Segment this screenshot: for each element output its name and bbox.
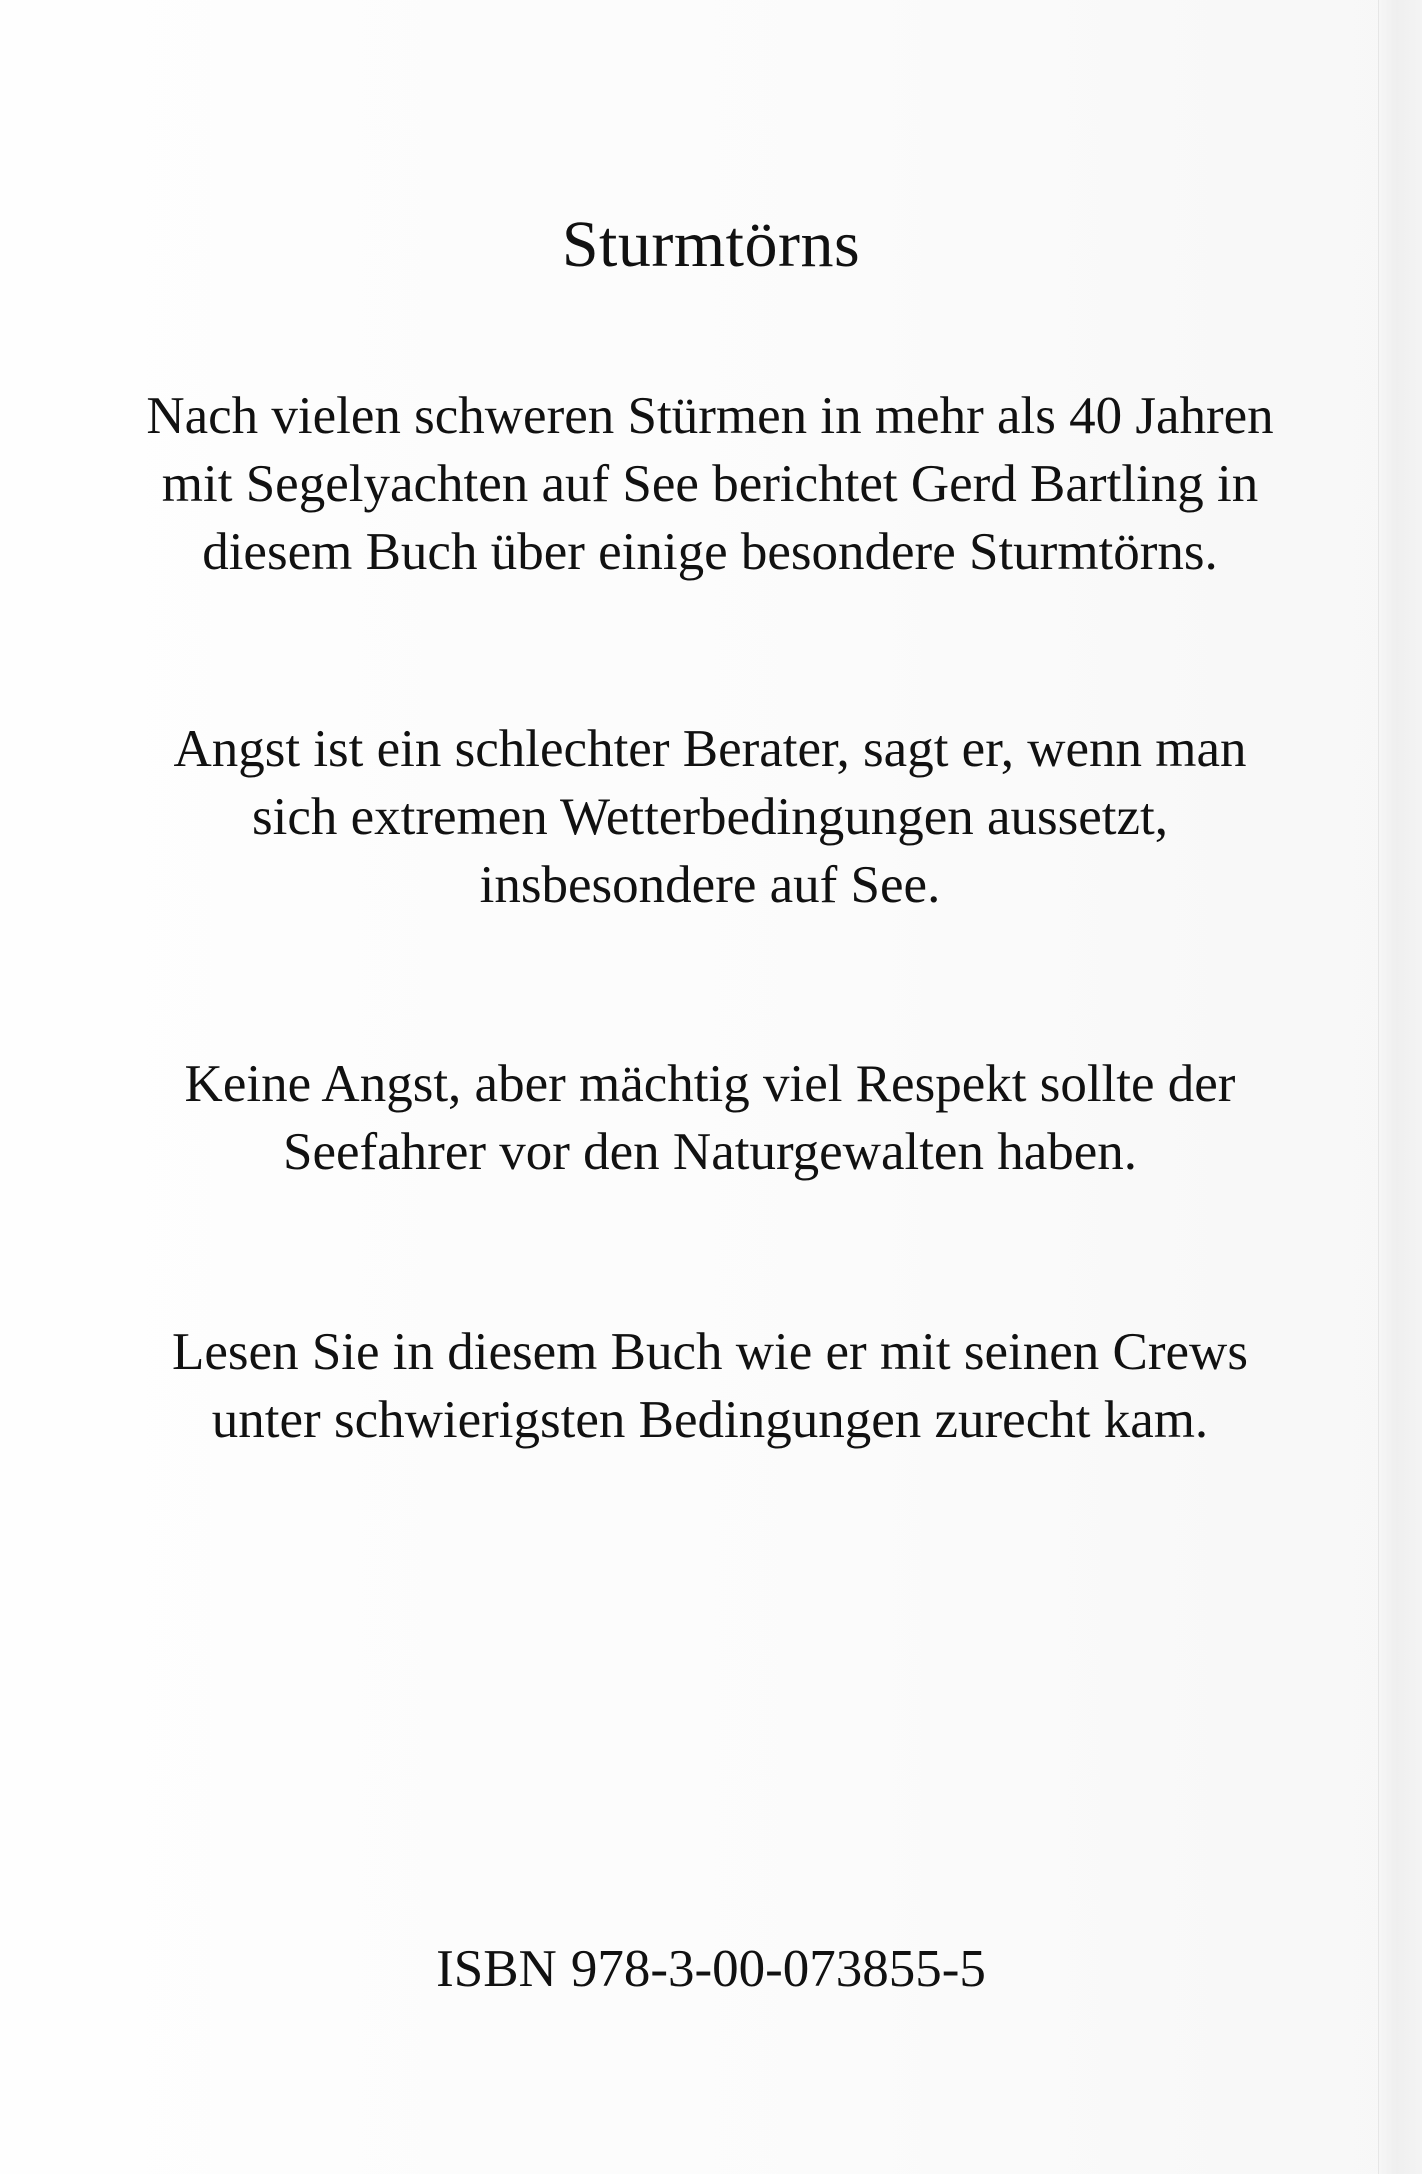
isbn-label: ISBN <box>436 1940 557 1998</box>
isbn-number: 978-3-00-073855-5 <box>570 1940 986 1998</box>
blurb-line: Lesen Sie in diesem Buch wie er mit seinen Crews <box>172 1323 1248 1381</box>
blurb-line: diesem Buch über einige besondere Sturmtörns. <box>202 523 1218 581</box>
blurb-line: sich extremen Wetterbedingungen aussetzt, <box>251 788 1169 846</box>
isbn <box>0 1935 1422 2003</box>
blurb-paragraph-3 <box>60 1050 1360 1186</box>
blurb-paragraph-1 <box>60 382 1360 586</box>
blurb-line: Seefahrer vor den Naturgewalten haben. <box>282 1123 1137 1181</box>
blurb-line: Angst ist ein schlechter Berater, sagt er, wenn man <box>173 720 1247 778</box>
blurb-paragraph-4 <box>60 1318 1360 1454</box>
blurb-paragraph-2 <box>60 715 1360 919</box>
cover-edge <box>1378 0 1422 2174</box>
blurb-line: insbesondere auf See. <box>479 856 941 914</box>
blurb-line: Keine Angst, aber mächtig viel Respekt sollte der <box>184 1055 1236 1113</box>
book-title: Sturmtörns <box>561 208 861 281</box>
blurb-line: mit Segelyachten auf See berichtet Gerd Bartling in <box>161 455 1259 513</box>
blurb-line: unter schwierigsten Bedingungen zurecht kam. <box>211 1391 1209 1449</box>
blurb-line: Nach vielen schweren Stürmen in mehr als 40 Jahren <box>146 387 1274 445</box>
